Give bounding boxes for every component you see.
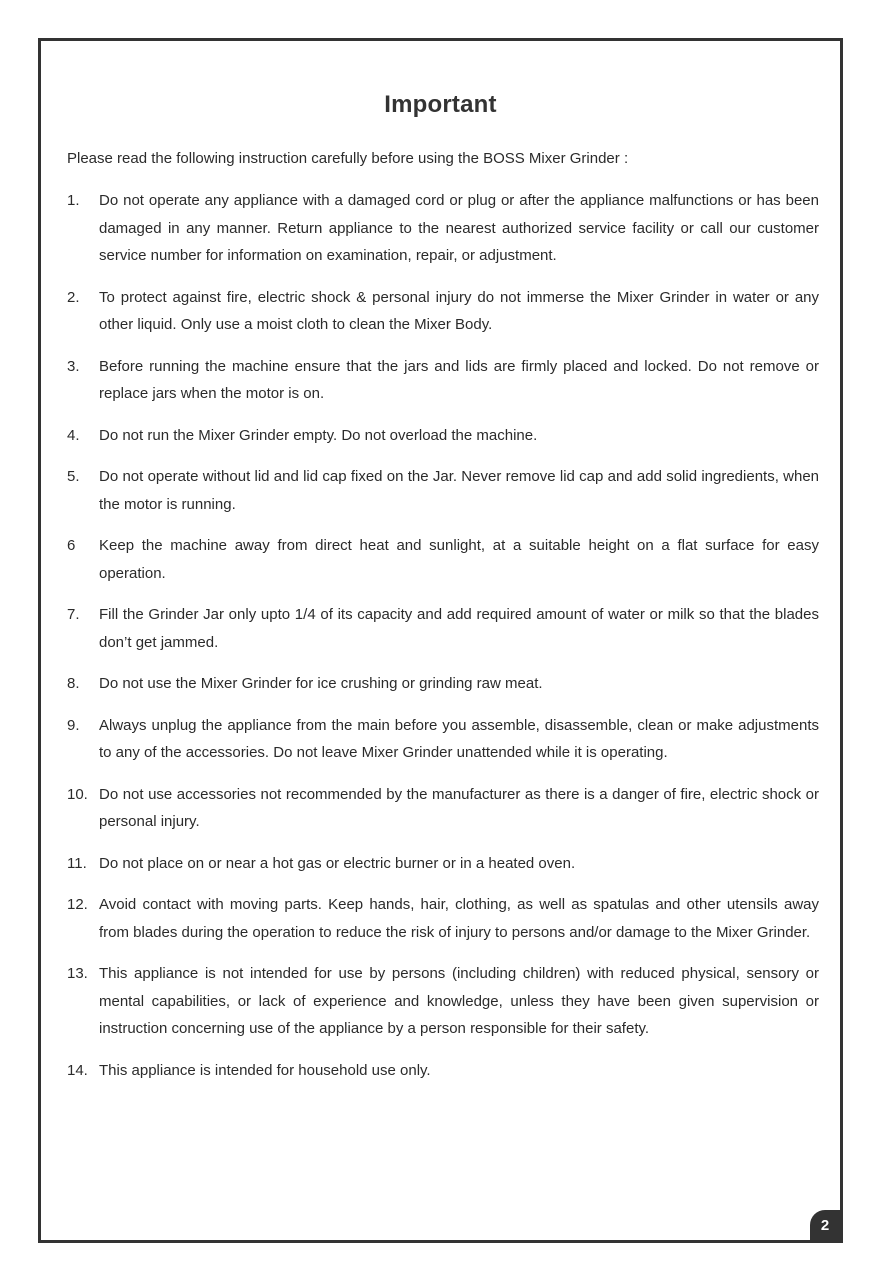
item-text: To protect against fire, electric shock & personal injury do not immerse the Mixer Grinder in water or any other liquid. Only use a moist cloth to clean the Mixer Body. [99,288,819,333]
list-item [67,1057,819,1085]
item-number: 14. [67,1061,88,1079]
item-text: Do not operate any appliance with a damaged cord or plug or after the appliance malfunctions or has been damaged in any manner. Return appliance to the nearest authorized service facility or call our customer service number for information on examination, repair, or adjustment. [99,192,819,264]
item-number: 2. [67,288,80,306]
item-text: This appliance is intended for household use only. [99,1061,431,1079]
item-text: Do not use the Mixer Grinder for ice crushing or grinding raw meat. [99,675,543,692]
list-item [67,601,819,656]
item-text: Do not operate without lid and lid cap fixed on the Jar. Never remove lid cap and add solid ingredients, when the motor is running. [99,468,819,513]
item-number: 7. [67,606,80,623]
list-item [67,891,819,946]
item-number: 12. [67,896,88,913]
item-number: 3. [67,357,80,375]
item-number: 4. [67,426,80,444]
list-item [67,353,819,408]
page-title: Important [384,91,497,118]
page-frame [38,38,843,1243]
item-text: Always unplug the appliance from the main before you assemble, disassemble, clean or make adjustments to any of the accessories. Do not leave Mixer Grinder unattended while it is operating. [99,716,819,761]
list-item [67,422,819,450]
item-text: Do not place on or near a hot gas or electric burner or in a heated oven. [99,854,576,872]
list-item [67,960,819,1043]
list-item [67,850,819,878]
item-text: Fill the Grinder Jar only upto 1/4 of its capacity and add required amount of water or milk so that the blades don’t get jammed. [99,606,819,651]
list-item [67,670,819,698]
item-number: 13. [67,965,88,982]
list-item [67,187,819,270]
item-text: Do not run the Mixer Grinder empty. Do not overload the machine. [99,426,538,444]
item-number: 5. [67,468,80,485]
item-number: 6 [67,537,76,554]
page-number-badge: 2 [810,1210,840,1240]
list-item [67,712,819,767]
item-number: 11. [67,854,87,872]
item-text: This appliance is not intended for use by persons (including children) with reduced physical, sensory or mental capabilities, or lack of experience and knowledge, unless they have been given supervision or instruction concerning use of the appliance by a person responsible for their safety. [99,965,819,1037]
list-item [67,463,819,518]
item-number: 8. [67,675,80,692]
list-item [67,532,819,587]
item-text: Do not use accessories not recommended by the manufacturer as there is a danger of fire, electric shock or personal injury. [99,785,819,830]
list-item [67,781,819,836]
item-text: Keep the machine away from direct heat and sunlight, at a suitable height on a flat surface for easy operation. [99,537,819,582]
item-text: Before running the machine ensure that the jars and lids are firmly placed and locked. Do not remove or replace jars when the motor is on. [99,357,819,402]
item-number: 10. [67,785,88,803]
intro-text: Please read the following instruction carefully before using the BOSS Mixer Grinder : [67,150,629,167]
list-item [67,284,819,339]
instruction-list [67,187,819,1098]
item-number: 1. [67,192,80,209]
item-text: Avoid contact with moving parts. Keep hands, hair, clothing, as well as spatulas and other utensils away from blades during the operation to reduce the risk of injury to persons and/or damage to the Mixer Grinder. [99,896,819,941]
item-number: 9. [67,716,80,734]
